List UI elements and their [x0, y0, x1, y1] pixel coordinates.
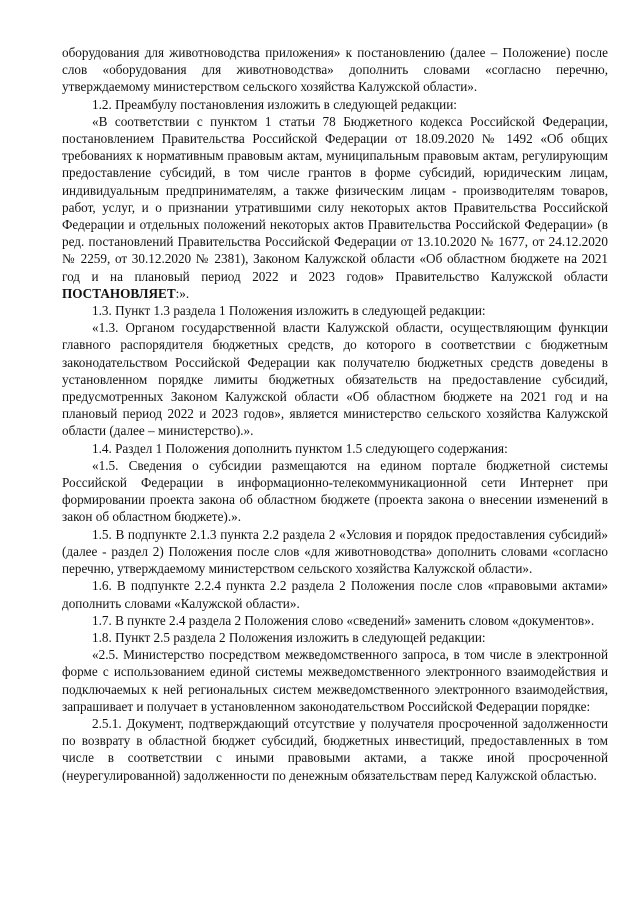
paragraph-1-5: 1.5. В подпункте 2.1.3 пункта 2.2 раздела 2 «Условия и порядок предоставления субсидий» (далее - раздел 2) Положения после слов «для животноводства» дополнить словами «согласно перечню, утверждаемому министерством сельского хозяйства Калужской области».: [62, 526, 608, 577]
paragraph-1-3-text: «1.3. Органом государственной власти Калужской области, осуществляющим функции главного распорядителя бюджетных средств, до которого в соответствии с бюджетным законодательством Российской Федерации как получателю бюджетных средств доведены в установленном порядке лимиты бюджетных обязательств на предоставление субсидий, предусмотренных Законом Калужской области «Об областном бюджете на 2021 год и на плановый период 2022 и 2023 годов», является министерство сельского хозяйства Калужской области (далее – министерство).».: [62, 320, 608, 439]
paragraph-1-8: 1.8. Пункт 2.5 раздела 2 Положения изложить в следующей редакции:: [92, 629, 486, 645]
paragraph-1-2: 1.2. Преамбулу постановления изложить в следующей редакции:: [92, 96, 457, 112]
paragraph-1-5-text: «1.5. Сведения о субсидии размещаются на едином портале бюджетной системы Российской Федерации в информационно-телекоммуникационной сети Интернет при формировании проекта закона об областном бюджете (проекта закона о внесении изменений в закон об областном бюджете).».: [62, 457, 608, 525]
paragraph-preamble: [62, 113, 608, 302]
preamble-keyword: ПОСТАНОВЛЯЕТ: [62, 285, 176, 301]
paragraph-1-6: 1.6. В подпункте 2.2.4 пункта 2.2 раздела 2 Положения после слов «правовыми актами» дополнить словами «Калужской области».: [62, 578, 608, 611]
paragraph-2-5-text: «2.5. Министерство посредством межведомственного запроса, в том числе в электронной форме с использованием единой системы межведомственного электронного взаимодействия и подключаемых к ней региональных систем межведомственного электронного взаимодействия, запрашивает и получает в установленном законодательством Российской Федерации порядке:: [62, 647, 608, 714]
document-body: [62, 44, 608, 784]
paragraph-1-7: 1.7. В пункте 2.4 раздела 2 Положения слово «сведений» заменить словом «документов».: [92, 612, 595, 628]
paragraph-continuation: оборудования для животноводства приложения» к постановлению (далее – Положение) после слов «оборудования для животноводства» дополнить словами «согласно перечню, утверждаемому министерством сельского хозяйства Калужской области».: [62, 45, 608, 95]
paragraph-1-4: 1.4. Раздел 1 Положения дополнить пунктом 1.5 следующего содержания:: [92, 440, 508, 456]
preamble-ending: :».: [175, 285, 190, 301]
paragraph-1-3: 1.3. Пункт 1.3 раздела 1 Положения изложить в следующей редакции:: [92, 303, 486, 319]
preamble-text: «В соответствии с пунктом 1 статьи 78 Бюджетного кодекса Российской Федерации, постановлением Правительства Российской Федерации от 18.09.2020 № 1492 «Об общих требованиях к нормативным правовым актам, муниципальным правовым актам, регулирующим предоставление субсидий, в том числе грантов в форме субсидий, юридическим лицам, индивидуальным предпринимателям, а также физическим лицам - производителям товаров, работ, услуг, и о признании утратившими силу некоторых актов Правительства Российской Федерации и отдельных положений некоторых актов Правительства Российской Федерации» (в ред. постановлений Правительства Российской Федерации от 13.10.2020 № 1677, от 24.12.2020 № 2259, от 30.12.2020 № 2381), Законом Калужской области «Об областном бюджете на 2021 год и на плановый период 2022 и 2023 годов» Правительство Калужской области: [62, 113, 608, 284]
paragraph-2-5-1: 2.5.1. Документ, подтверждающий отсутствие у получателя просроченной задолженности по возврату в областной бюджет субсидий, бюджетных инвестиций, предоставленных в том числе в соответствии с иными правовыми актами, а также иной просроченной (неурегулированной) задолженности по денежным обязательствам перед Калужской областью.: [62, 715, 608, 783]
